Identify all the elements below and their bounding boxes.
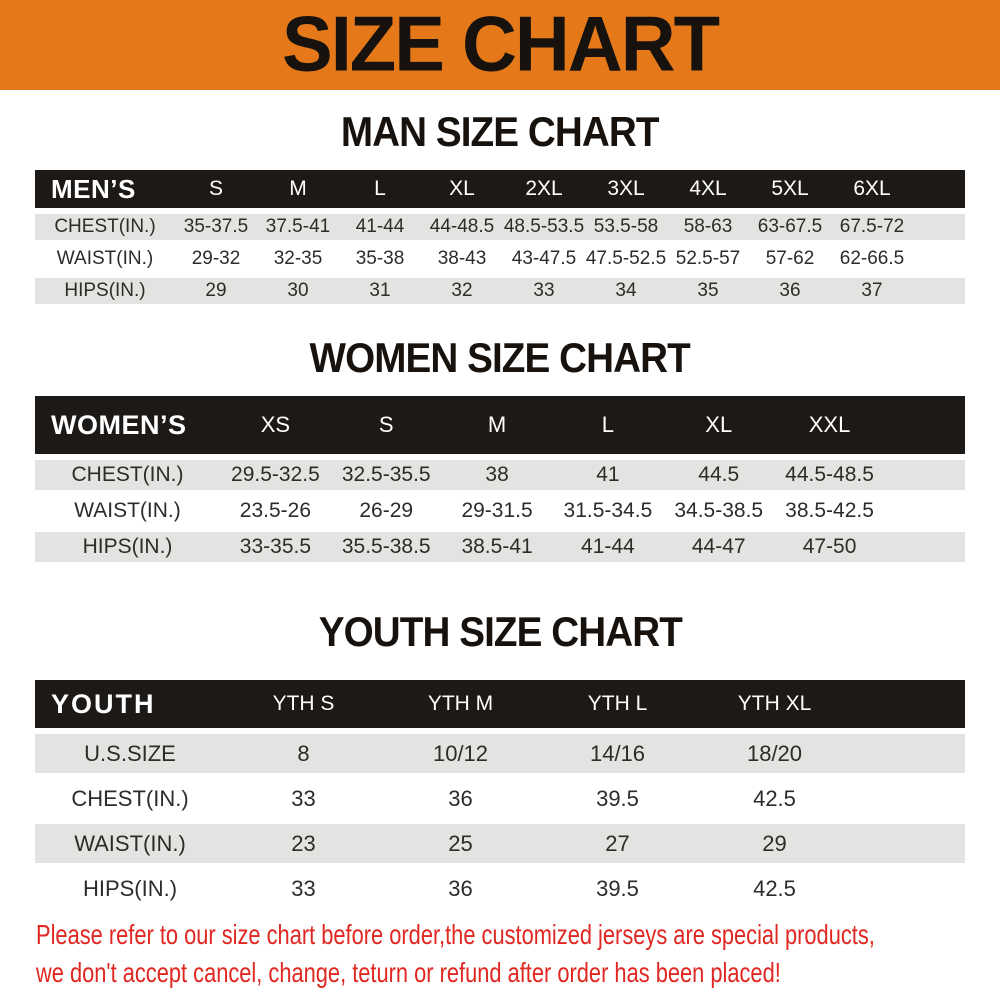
table-corner-label: WOMEN’S [51,409,187,440]
women-size-table [35,396,965,562]
table-cell: 53.5-58 [593,216,659,237]
table-row [35,734,965,773]
youth-size-table [35,680,965,908]
footer-note-line2: we don't accept cancel, change, teturn or refund after order has been placed! [36,957,781,988]
column-header: M [487,412,507,437]
table-cell: 35 [697,280,719,301]
table-cell: 29 [762,830,787,856]
table-corner-label: MEN’S [51,173,136,204]
table-cell: 35.5-38.5 [341,535,431,558]
table-cell: 33 [291,875,316,901]
table-cell: 35-38 [355,248,405,269]
section-women [0,334,1000,562]
table-cell: 32.5-35.5 [341,463,431,486]
column-header: 6XL [853,177,891,200]
table-cell: 36 [448,875,473,901]
table-cell: 25 [448,830,473,856]
table-cell: 41 [596,463,620,486]
table-row [35,532,965,562]
table-cell: 44-47 [691,535,746,558]
men-section-heading [0,108,1000,156]
column-header: M [289,177,307,200]
column-header: S [208,177,223,200]
table-row [35,460,965,490]
column-header: XL [705,412,733,437]
table-cell: 10/12 [432,740,489,766]
table-row [35,824,965,863]
table-cell: 29-31.5 [461,499,533,522]
table-cell: 14/16 [589,740,646,766]
column-header: YTH XL [737,692,812,715]
table-cell: 29 [205,280,227,301]
table-cell: 35-37.5 [183,216,249,237]
table-cell: 26-29 [359,499,414,522]
table-cell: 47.5-52.5 [585,248,667,269]
row-label: HIPS(IN.) [82,875,178,901]
column-header: YTH L [587,692,648,715]
column-header: L [601,412,615,437]
section-youth [0,608,1000,908]
table-cell: 37.5-41 [265,216,331,237]
table-header-row [35,396,965,454]
table-row [35,246,965,272]
table-row [35,869,965,908]
table-cell: 31.5-34.5 [563,499,653,522]
banner [0,0,1000,90]
table-row [35,496,965,526]
column-header: YTH S [272,692,335,715]
row-label: CHEST(IN.) [71,785,189,811]
column-header: YTH M [427,692,494,715]
column-header: XL [449,177,475,200]
table-cell: 31 [369,280,391,301]
table-cell: 32-35 [273,248,323,269]
table-cell: 18/20 [746,740,803,766]
men-size-table [35,170,965,304]
table-row [35,214,965,240]
table-cell: 63-67.5 [757,216,823,237]
table-header-row [35,170,965,208]
table-row [35,779,965,818]
table-cell: 36 [779,280,801,301]
table-cell: 44.5-48.5 [785,463,874,486]
women-section-heading-text: WOMEN SIZE CHART [309,334,691,381]
table-cell: 44.5 [698,463,740,486]
table-cell: 52.5-57 [675,248,741,269]
row-label: CHEST(IN.) [54,216,156,237]
row-label: HIPS(IN.) [64,280,146,301]
youth-section-heading-text: YOUTH SIZE CHART [318,608,682,655]
row-label: U.S.SIZE [84,740,176,766]
footer-note-line1: Please refer to our size chart before order,the customized jerseys are special products, [36,919,875,950]
column-header: 5XL [771,177,809,200]
table-cell: 43-47.5 [511,248,577,269]
table-cell: 34.5-38.5 [674,499,764,522]
table-cell: 32 [451,280,473,301]
table-cell: 42.5 [753,875,796,901]
table-cell: 38.5-42.5 [785,499,874,522]
table-cell: 23 [291,830,316,856]
table-header-row [35,680,965,728]
table-cell: 34 [615,280,637,301]
men-section-heading-text: MAN SIZE CHART [341,108,659,155]
table-cell: 62-66.5 [839,248,905,269]
row-label: WAIST(IN.) [56,248,154,269]
table-corner-label: YOUTH [51,688,156,719]
table-cell: 36 [448,785,473,811]
column-header: 4XL [689,177,727,200]
row-label: WAIST(IN.) [74,830,186,856]
table-cell: 33 [533,280,555,301]
table-cell: 42.5 [753,785,796,811]
table-cell: 33-35.5 [239,535,312,558]
table-cell: 29-32 [191,248,241,269]
youth-section-heading [0,608,1000,656]
table-cell: 38 [485,463,509,486]
table-cell: 30 [287,280,309,301]
footer-note [36,916,1000,992]
table-cell: 38-43 [437,248,487,269]
table-cell: 33 [291,785,316,811]
table-cell: 37 [861,280,883,301]
table-cell: 47-50 [802,535,857,558]
column-header: XS [260,412,291,437]
column-header: S [378,412,394,437]
table-cell: 39.5 [596,785,639,811]
table-cell: 57-62 [765,248,815,269]
table-cell: 39.5 [596,875,639,901]
column-header: 3XL [607,177,645,200]
table-row [35,278,965,304]
table-cell: 48.5-53.5 [503,216,585,237]
row-label: HIPS(IN.) [82,535,173,558]
table-cell: 29.5-32.5 [231,463,320,486]
table-cell: 27 [605,830,630,856]
table-cell: 67.5-72 [839,216,905,237]
women-section-heading [0,334,1000,382]
row-label: WAIST(IN.) [74,499,181,522]
banner-title: SIZE CHART [282,1,718,88]
table-cell: 41-44 [581,535,635,558]
table-cell: 8 [297,740,310,766]
column-header: XXL [808,412,851,437]
table-cell: 44-48.5 [429,216,495,237]
table-cell: 23.5-26 [239,499,312,522]
table-cell: 38.5-41 [461,535,533,558]
table-cell: 41-44 [355,216,405,237]
column-header: 2XL [525,177,563,200]
row-label: CHEST(IN.) [71,463,184,486]
column-header: L [374,177,386,200]
section-men [0,108,1000,304]
table-cell: 58-63 [683,216,733,237]
